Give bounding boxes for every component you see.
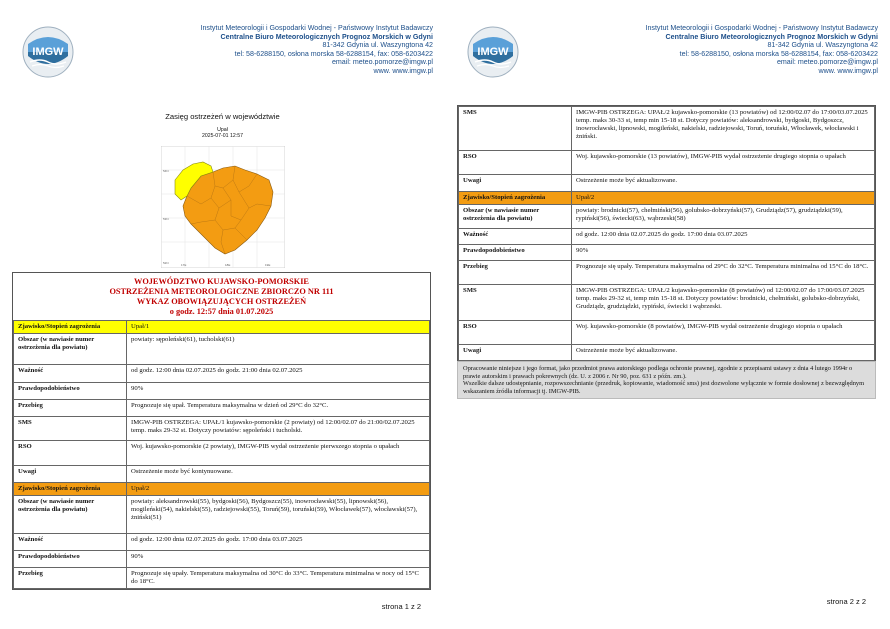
warning-title-line-2: OSTRZEŻENIA METEOROLOGICZNE ZBIORCZO NR 111 — [109, 287, 334, 296]
table-row — [459, 205, 875, 229]
remarks-label: Uwagi — [459, 175, 572, 192]
table-row — [459, 107, 875, 151]
rso-label: RSO — [459, 151, 572, 175]
institute-header — [133, 24, 433, 75]
map-title: Zasięg ostrzeżeń w województwie — [165, 112, 280, 121]
table-row — [459, 175, 875, 192]
course-label: Przebieg — [14, 400, 127, 417]
warning-2-table — [458, 106, 875, 361]
page-number: strona 1 z 2 — [381, 602, 421, 611]
remarks-value: Ostrzeżenie może być aktualizowane. — [572, 175, 875, 192]
rso-value: Woj. kujawsko-pomorskie (13 powiatów), IMGW-PIB wydał ostrzeżenie drugiego stopnia o upałach — [572, 151, 875, 175]
svg-text:53N: 53N — [163, 217, 169, 221]
area-label: Obszar (w nawiasie numer ostrzeżenia dla powiatu) — [14, 334, 127, 365]
probability-value: 90% — [572, 245, 875, 261]
svg-text:IMGW: IMGW — [477, 46, 509, 58]
sms-label: SMS — [459, 285, 572, 321]
map-caption-phenomenon: Upał — [217, 127, 228, 133]
phenomenon-label: Zjawisko/Stopień zagrożenia — [14, 483, 127, 496]
validity-value: od godz. 12:00 dnia 02.07.2025 do godz. 21:00 dnia 02.07.2025 — [127, 365, 430, 383]
table-row — [14, 534, 430, 551]
warning-table-page2 — [457, 105, 876, 362]
table-row — [14, 483, 430, 496]
validity-label: Ważność — [14, 365, 127, 383]
probability-value: 90% — [127, 383, 430, 400]
validity-label: Ważność — [14, 534, 127, 551]
sms-value: IMGW-PIB OSTRZEGA: UPAŁ/2 kujawsko-pomorskie (8 powiatów) od 12:00/02.07 do 17:00/03.07.2025 temp. maks 29-32 st, temp min 15-18 st. Dotyczy powiatów: brodnicki, chełmiński, golubsko-dobrzyński, Grudziądz, grudziądzki, rypiński, świecki i wąbrzeski. — [572, 285, 875, 321]
institute-header — [578, 24, 878, 75]
svg-text:18E: 18E — [225, 263, 231, 267]
sms-value: IMGW-PIB OSTRZEGA: UPAŁ/1 kujawsko-pomorskie (2 powiaty) od 12:00/02.07 do 21:00/02.07.2025 temp. maks 29-32 st. Dotyczy powiatów: sępoleński i tucholski. — [127, 417, 430, 441]
copyright-note-line-2: Wszelkie dalsze udostępnianie, rozpowszechnianie (przedruk, kopiowanie, wiadomość sms) jest dozwolone wyłącznie w formie dosłownej z bezwzględnym wskazaniem źródła informacji tj. IMGW-PIB. — [463, 380, 865, 395]
remarks-value: Ostrzeżenie może być kontynuowane. — [127, 466, 430, 483]
course-label: Przebieg — [459, 261, 572, 285]
imgw-logo — [467, 26, 519, 78]
remarks-value: Ostrzeżenie może być aktualizowane. — [572, 345, 875, 361]
rso-value: Woj. kujawsko-pomorskie (8 powiatów), IMGW-PIB wydał ostrzeżenie drugiego stopnia o upałach — [572, 321, 875, 345]
probability-label: Prawdopodobieństwo — [14, 551, 127, 568]
svg-text:19E: 19E — [265, 263, 271, 267]
table-row — [14, 400, 430, 417]
phenomenon-value: Upał/1 — [127, 321, 430, 334]
header-line-5: email: meteo.pomorze@imgw.pl — [776, 58, 878, 66]
probability-value: 90% — [127, 551, 430, 568]
svg-text:54N: 54N — [163, 169, 169, 173]
header-line-6: www. www.imgw.pl — [818, 66, 878, 75]
copyright-note — [457, 361, 876, 399]
imgw-logo — [22, 26, 74, 78]
svg-text:IMGW: IMGW — [32, 46, 64, 58]
header-line-4: tel: 58-6288150, osłona morska 58-6288154, fax: 058-6203422 — [234, 49, 433, 58]
warning-table-page1 — [12, 272, 431, 590]
table-row — [14, 365, 430, 383]
course-value: Prognozuje się upał. Temperatura maksymalna w dzień od 29°C do 32°C. — [127, 400, 430, 417]
warning-title-line-4: o godz. 12:57 dnia 01.07.2025 — [169, 307, 274, 316]
table-row — [459, 345, 875, 361]
sms-label: SMS — [14, 417, 127, 441]
rso-value: Woj. kujawsko-pomorskie (2 powiaty), IMGW-PIB wydał ostrzeżenie pierwszego stopnia o upałach — [127, 441, 430, 466]
validity-label: Ważność — [459, 229, 572, 245]
svg-text:52N: 52N — [163, 261, 169, 265]
rso-label: RSO — [14, 441, 127, 466]
phenomenon-value: Upał/2 — [127, 483, 430, 496]
sms-label: SMS — [459, 107, 572, 151]
table-row — [14, 568, 430, 589]
table-row — [14, 466, 430, 483]
validity-value: od godz. 12:00 dnia 02.07.2025 do godz. 17:00 dnia 03.07.2025 — [572, 229, 875, 245]
copyright-note-line-1: Opracowanie niniejsze i jego format, jako przedmiot prawa autorskiego podlega ochronie prawnej, zgodnie z przepisami ustawy z dnia 4 lutego 1994r o prawie autorskim i prawach pokrewnych (dz. U. z 2006 r. Nr 90, poz. 631 z późn. zm.). — [463, 365, 853, 380]
area-value: powiaty: aleksandrowski(55), bydgoski(56), Bydgoszcz(55), inowrocławski(55), lipnowski(56), mogileński(54), nakielski(55), radziejowski(55), Toruń(59), toruński(59), Włocławek(57), włocławski(57), żniński(51) — [127, 496, 430, 534]
table-row — [14, 551, 430, 568]
table-row — [14, 383, 430, 400]
header-line-4: tel: 58-6288150, osłona morska 58-6288154, fax: 058-6203422 — [679, 49, 878, 58]
warning-title-line-3: WYKAZ OBOWIĄZUJĄCYCH OSTRZEŻEŃ — [136, 297, 307, 306]
course-value: Prognozuje się upały. Temperatura maksymalna od 30°C do 33°C. Temperatura minimalna w nocy od 15°C do 18°C. — [127, 568, 430, 589]
table-row — [459, 285, 875, 321]
svg-text:17E: 17E — [181, 263, 187, 267]
map-caption-datetime: 2025-07-01 12:57 — [202, 133, 243, 139]
probability-label: Prawdopodobieństwo — [459, 245, 572, 261]
table-row — [459, 229, 875, 245]
table-row — [459, 245, 875, 261]
header-line-2: Centralne Biuro Meteorologicznych Prognoz Morskich w Gdyni — [665, 32, 878, 41]
header-line-1: Instytut Meteorologii i Gospodarki Wodnej - Państwowy Instytut Badawczy — [645, 24, 878, 32]
phenomenon-value: Upał/2 — [572, 192, 875, 205]
phenomenon-label: Zjawisko/Stopień zagrożenia — [459, 192, 572, 205]
warning-map — [161, 146, 285, 268]
header-line-3: 81-342 Gdynia ul. Waszyngtona 42 — [767, 41, 878, 49]
table-row — [14, 334, 430, 365]
course-value: Prognozuje się upały. Temperatura maksymalna od 29°C do 32°C. Temperatura minimalna od 15°C do 18°C. — [572, 261, 875, 285]
header-line-5: email: meteo.pomorze@imgw.pl — [331, 58, 433, 66]
remarks-label: Uwagi — [14, 466, 127, 483]
warning-summary-title — [13, 273, 430, 320]
probability-label: Prawdopodobieństwo — [14, 383, 127, 400]
phenomenon-label: Zjawisko/Stopień zagrożenia — [14, 321, 127, 334]
document-page-2 — [445, 0, 890, 629]
page-number: strona 2 z 2 — [826, 597, 866, 606]
table-row — [14, 441, 430, 466]
rso-label: RSO — [459, 321, 572, 345]
validity-value: od godz. 12:00 dnia 02.07.2025 do godz. 17:00 dnia 03.07.2025 — [127, 534, 430, 551]
table-row — [459, 261, 875, 285]
table-row — [459, 192, 875, 205]
area-label: Obszar (w nawiasie numer ostrzeżenia dla powiatu) — [14, 496, 127, 534]
area-value: powiaty: sępoleński(61), tucholski(61) — [127, 334, 430, 365]
table-row — [459, 151, 875, 175]
header-line-2: Centralne Biuro Meteorologicznych Prognoz Morskich w Gdyni — [220, 32, 433, 41]
warning-title-line-1: WOJEWÓDZTWO KUJAWSKO-POMORSKIE — [134, 277, 309, 286]
remarks-label: Uwagi — [459, 345, 572, 361]
header-line-3: 81-342 Gdynia ul. Waszyngtona 42 — [322, 41, 433, 49]
sms-value: IMGW-PIB OSTRZEGA: UPAŁ/2 kujawsko-pomorskie (13 powiatów) od 12:00/02.07 do 17:00/03.07.2025 temp. maks 30-33 st, temp min 15-18 st. Dotyczy powiatów: aleksandrowski, bydgoski, Bydgoszcz, inowrocławski, lipnowski, mogileński, nakielski, radziejowski, Toruń, toruński, Włocławek, włocławski i żniński. — [572, 107, 875, 151]
table-row — [14, 417, 430, 441]
table-row — [14, 321, 430, 334]
header-line-1: Instytut Meteorologii i Gospodarki Wodnej - Państwowy Instytut Badawczy — [200, 24, 433, 32]
table-row — [14, 496, 430, 534]
area-value: powiaty: brodnicki(57), chełmiński(56), golubsko-dobrzyński(57), Grudziądz(57), grudziądzki(59), rypiński(56), świecki(63), wąbrzeski(58) — [572, 205, 875, 229]
header-line-6: www. www.imgw.pl — [373, 66, 433, 75]
course-label: Przebieg — [14, 568, 127, 589]
warning-1-table — [13, 320, 430, 589]
area-label: Obszar (w nawiasie numer ostrzeżenia dla powiatu) — [459, 205, 572, 229]
table-row — [459, 321, 875, 345]
